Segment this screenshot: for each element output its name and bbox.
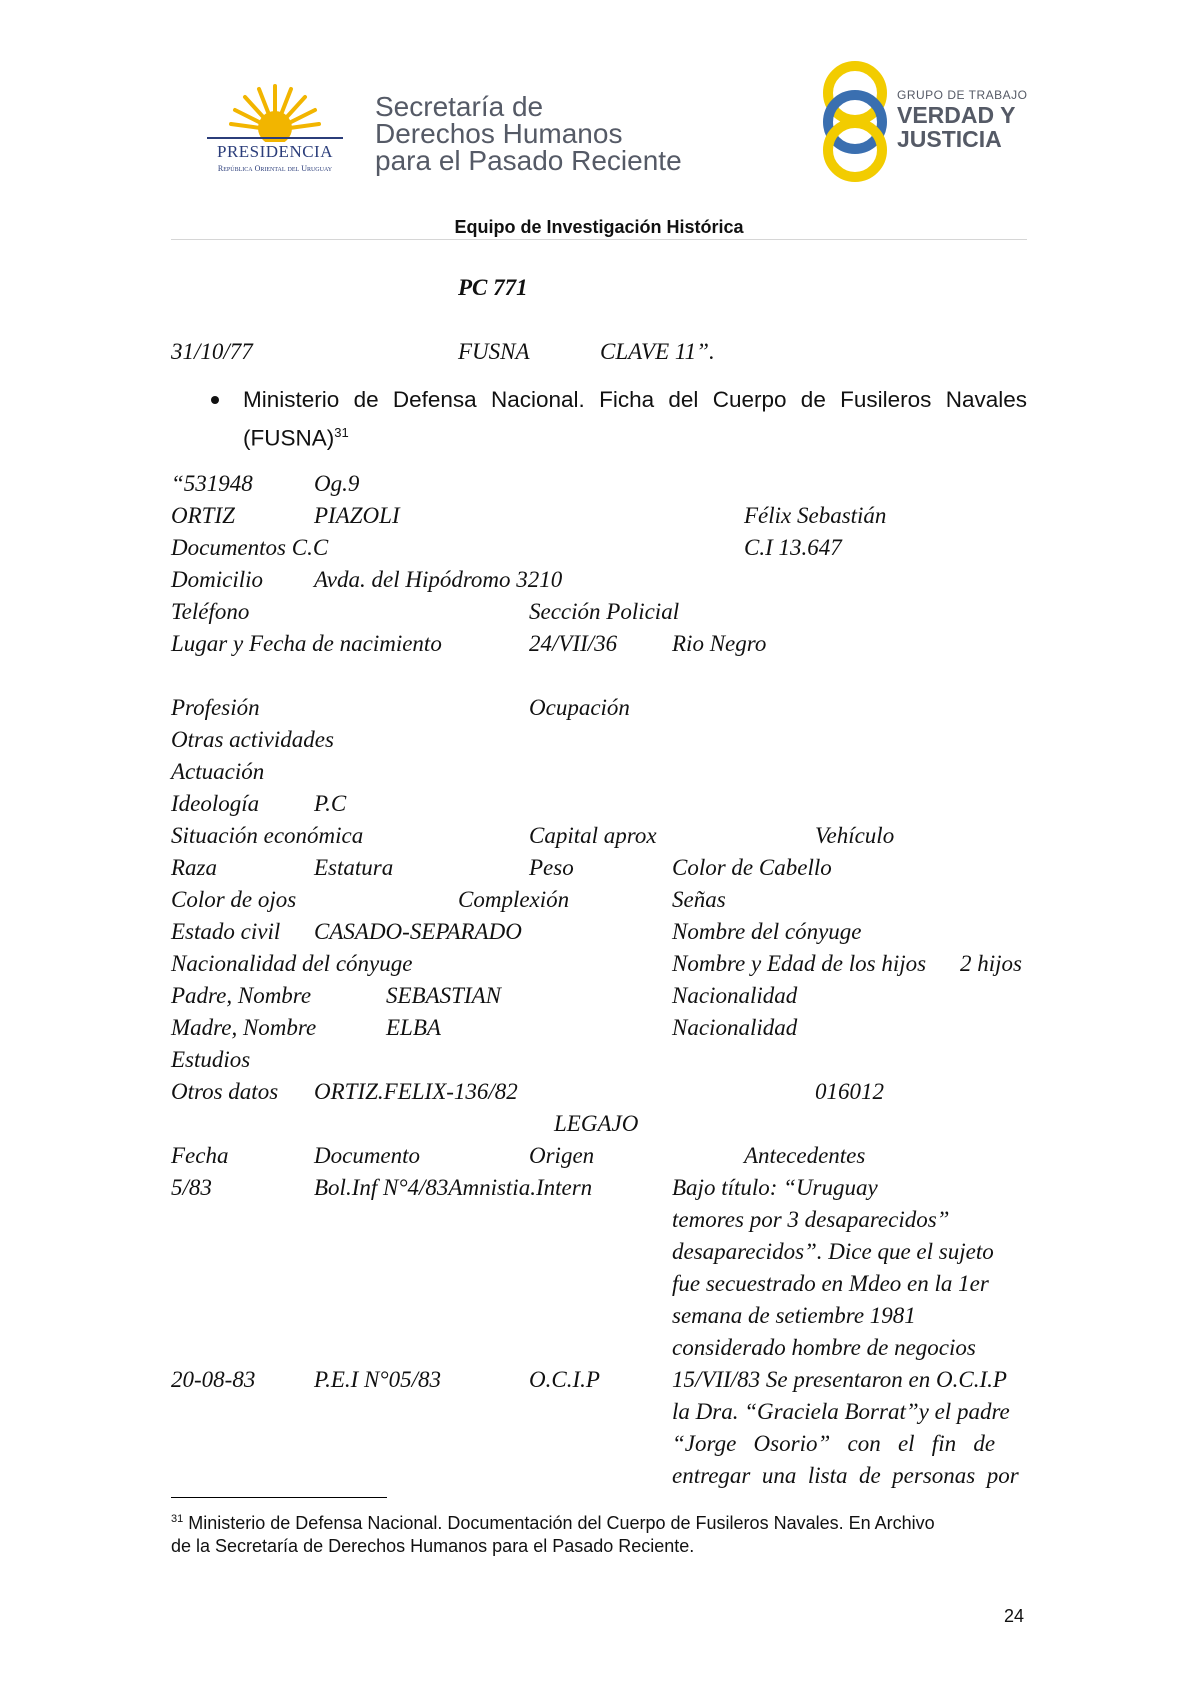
entry-date: 31/10/77 xyxy=(171,339,253,364)
ficha-birth-place: Rio Negro xyxy=(672,631,767,656)
row1-documento: Bol.Inf N°4/83Amnistia.Intern xyxy=(314,1175,593,1200)
footnote-number: 31 xyxy=(171,1513,184,1525)
ficha-otras-label: Otras actividades xyxy=(171,727,334,752)
ficha-raza-label: Raza xyxy=(171,855,217,880)
ficha-actuacion-label: Actuación xyxy=(171,759,265,784)
ficha-civil-label: Estado civil xyxy=(171,919,281,944)
entry-key: CLAVE 11”. xyxy=(600,339,715,364)
ficha-otros-label: Otros datos xyxy=(171,1079,279,1104)
ficha-profesion-label: Profesión xyxy=(171,695,260,720)
sun-icon xyxy=(195,80,355,142)
ficha-docs-label: Documentos C.C xyxy=(171,535,329,560)
ficha-nac-madre-label: Nacionalidad xyxy=(672,1015,798,1040)
ficha-padre: SEBASTIAN xyxy=(386,983,501,1008)
grupo-line1: GRUPO DE TRABAJO xyxy=(897,88,1028,102)
secretaria-line1: Secretaría de xyxy=(375,91,544,122)
ficha-estudios-label: Estudios xyxy=(171,1047,251,1072)
ficha-og: Og.9 xyxy=(314,471,360,496)
ficha-surname2: PIAZOLI xyxy=(314,503,400,528)
ficha-id: “531948 xyxy=(171,471,253,496)
ficha-ideologia-label: Ideología xyxy=(171,791,260,816)
ficha-ci: C.I 13.647 xyxy=(744,535,842,560)
col-header-fecha: Fecha xyxy=(171,1143,229,1168)
ficha-telefono-label: Teléfono xyxy=(171,599,250,624)
ficha-birth-date: 24/VII/36 xyxy=(529,631,618,656)
ficha-civil: CASADO-SEPARADO xyxy=(314,919,522,944)
bullet-text: Ministerio de Defensa Nacional. Ficha del Cuerpo de Fusileros Navales xyxy=(243,387,1027,412)
row2-antecedentes-3: “Jorge Osorio” con el fin de xyxy=(672,1431,996,1456)
footnote-rule xyxy=(171,1497,387,1498)
ficha-conyuge-label: Nombre del cónyuge xyxy=(672,919,862,944)
footnote-text2: de la Secretaría de Derechos Humanos para el Pasado Reciente. xyxy=(171,1536,695,1556)
col-header-documento: Documento xyxy=(314,1143,421,1168)
ficha-nac-conyuge-label: Nacionalidad del cónyuge xyxy=(171,951,413,976)
ficha-ojos-label: Color de ojos xyxy=(171,887,297,912)
secretaria-line2: Derechos Humanos xyxy=(375,118,623,149)
footnote-line1 xyxy=(171,1508,935,1535)
linked-rings-icon xyxy=(820,58,890,182)
page-number: 24 xyxy=(1004,1606,1025,1626)
bullet-dot xyxy=(211,396,219,404)
presidencia-name: PRESIDENCIA xyxy=(216,142,333,161)
footnote-text1: Ministerio de Defensa Nacional. Documentación del Cuerpo de Fusileros Navales. En Archivo xyxy=(188,1513,935,1533)
secretaria-logo xyxy=(375,93,682,174)
entry-unit: FUSNA xyxy=(458,339,530,364)
ficha-hijos-label: Nombre y Edad de los hijos xyxy=(672,951,927,976)
ficha-senas-label: Señas xyxy=(672,887,726,912)
ficha-otros: ORTIZ.FELIX-136/82 xyxy=(314,1079,518,1104)
ficha-complexion-label: Complexión xyxy=(458,887,570,912)
footnote-ref[interactable]: 31 xyxy=(334,425,349,440)
row2-antecedentes-2: la Dra. “Graciela Borrat”y el padre xyxy=(672,1399,1010,1424)
bullet-fusna: (FUSNA) xyxy=(243,425,335,451)
ficha-ideologia: P.C xyxy=(314,791,347,816)
col-header-antecedentes: Antecedentes xyxy=(744,1143,866,1168)
row1-antecedentes-2: temores por 3 desaparecidos” xyxy=(672,1207,950,1232)
ficha-names: Félix Sebastián xyxy=(744,503,887,528)
presidencia-subtitle: República Oriental del Uruguay xyxy=(217,164,333,173)
ficha-vehiculo-label: Vehículo xyxy=(815,823,895,848)
ficha-surname1: ORTIZ xyxy=(171,503,235,528)
footnote xyxy=(171,1508,935,1558)
row1-antecedentes-5: semana de setiembre 1981 xyxy=(672,1303,916,1328)
legajo-heading: LEGAJO xyxy=(554,1111,639,1136)
team-title: Equipo de Investigación Histórica xyxy=(454,217,744,237)
grupo-line3: JUSTICIA xyxy=(897,126,1002,152)
ficha-otros-num: 016012 xyxy=(815,1079,884,1104)
ficha-lugar-label: Lugar y Fecha de nacimiento xyxy=(171,631,442,656)
ficha-cabello-label: Color de Cabello xyxy=(672,855,832,880)
row2-antecedentes-4: entregar una lista de personas por xyxy=(672,1463,1019,1488)
ficha-situacion-label: Situación económica xyxy=(171,823,364,848)
row2-fecha: 20-08-83 xyxy=(171,1367,256,1392)
doc-title: PC 771 xyxy=(458,275,528,300)
ficha-domicilio-label: Domicilio xyxy=(171,567,263,592)
ficha-ocupacion-label: Ocupación xyxy=(529,695,630,720)
presidencia-logo xyxy=(195,80,355,178)
row1-antecedentes-6: considerado hombre de negocios xyxy=(672,1335,976,1360)
secretaria-line3: para el Pasado Reciente xyxy=(375,145,682,176)
col-header-origen: Origen xyxy=(529,1143,595,1168)
row2-antecedentes-1: 15/VII/83 Se presentaron en O.C.I.P xyxy=(672,1367,1007,1392)
row1-fecha: 5/83 xyxy=(171,1175,212,1200)
ficha-seccion-label: Sección Policial xyxy=(529,599,680,624)
row2-documento: P.E.I N°05/83 xyxy=(314,1367,441,1392)
bullet-text-line2 xyxy=(243,420,349,452)
row1-antecedentes-3: desaparecidos”. Dice que el sujeto xyxy=(672,1239,994,1264)
ficha-capital-label: Capital aprox xyxy=(529,823,657,848)
ficha-madre: ELBA xyxy=(386,1015,441,1040)
ficha-hijos: 2 hijos xyxy=(960,951,1022,976)
ficha-domicilio: Avda. del Hipódromo 3210 xyxy=(314,567,563,592)
row2-origen: O.C.I.P xyxy=(529,1367,600,1392)
grupo-line2: VERDAD Y xyxy=(897,102,1016,128)
verdad-justicia-logo xyxy=(820,58,1030,182)
ficha-peso-label: Peso xyxy=(529,855,574,880)
ficha-nac-padre-label: Nacionalidad xyxy=(672,983,798,1008)
row1-antecedentes-4: fue secuestrado en Mdeo en la 1er xyxy=(672,1271,989,1296)
row1-antecedentes-1: Bajo título: “Uruguay xyxy=(672,1175,878,1200)
ficha-madre-label: Madre, Nombre xyxy=(171,1015,317,1040)
header-rule xyxy=(171,239,1027,240)
ficha-padre-label: Padre, Nombre xyxy=(171,983,312,1008)
ficha-estatura-label: Estatura xyxy=(314,855,394,880)
